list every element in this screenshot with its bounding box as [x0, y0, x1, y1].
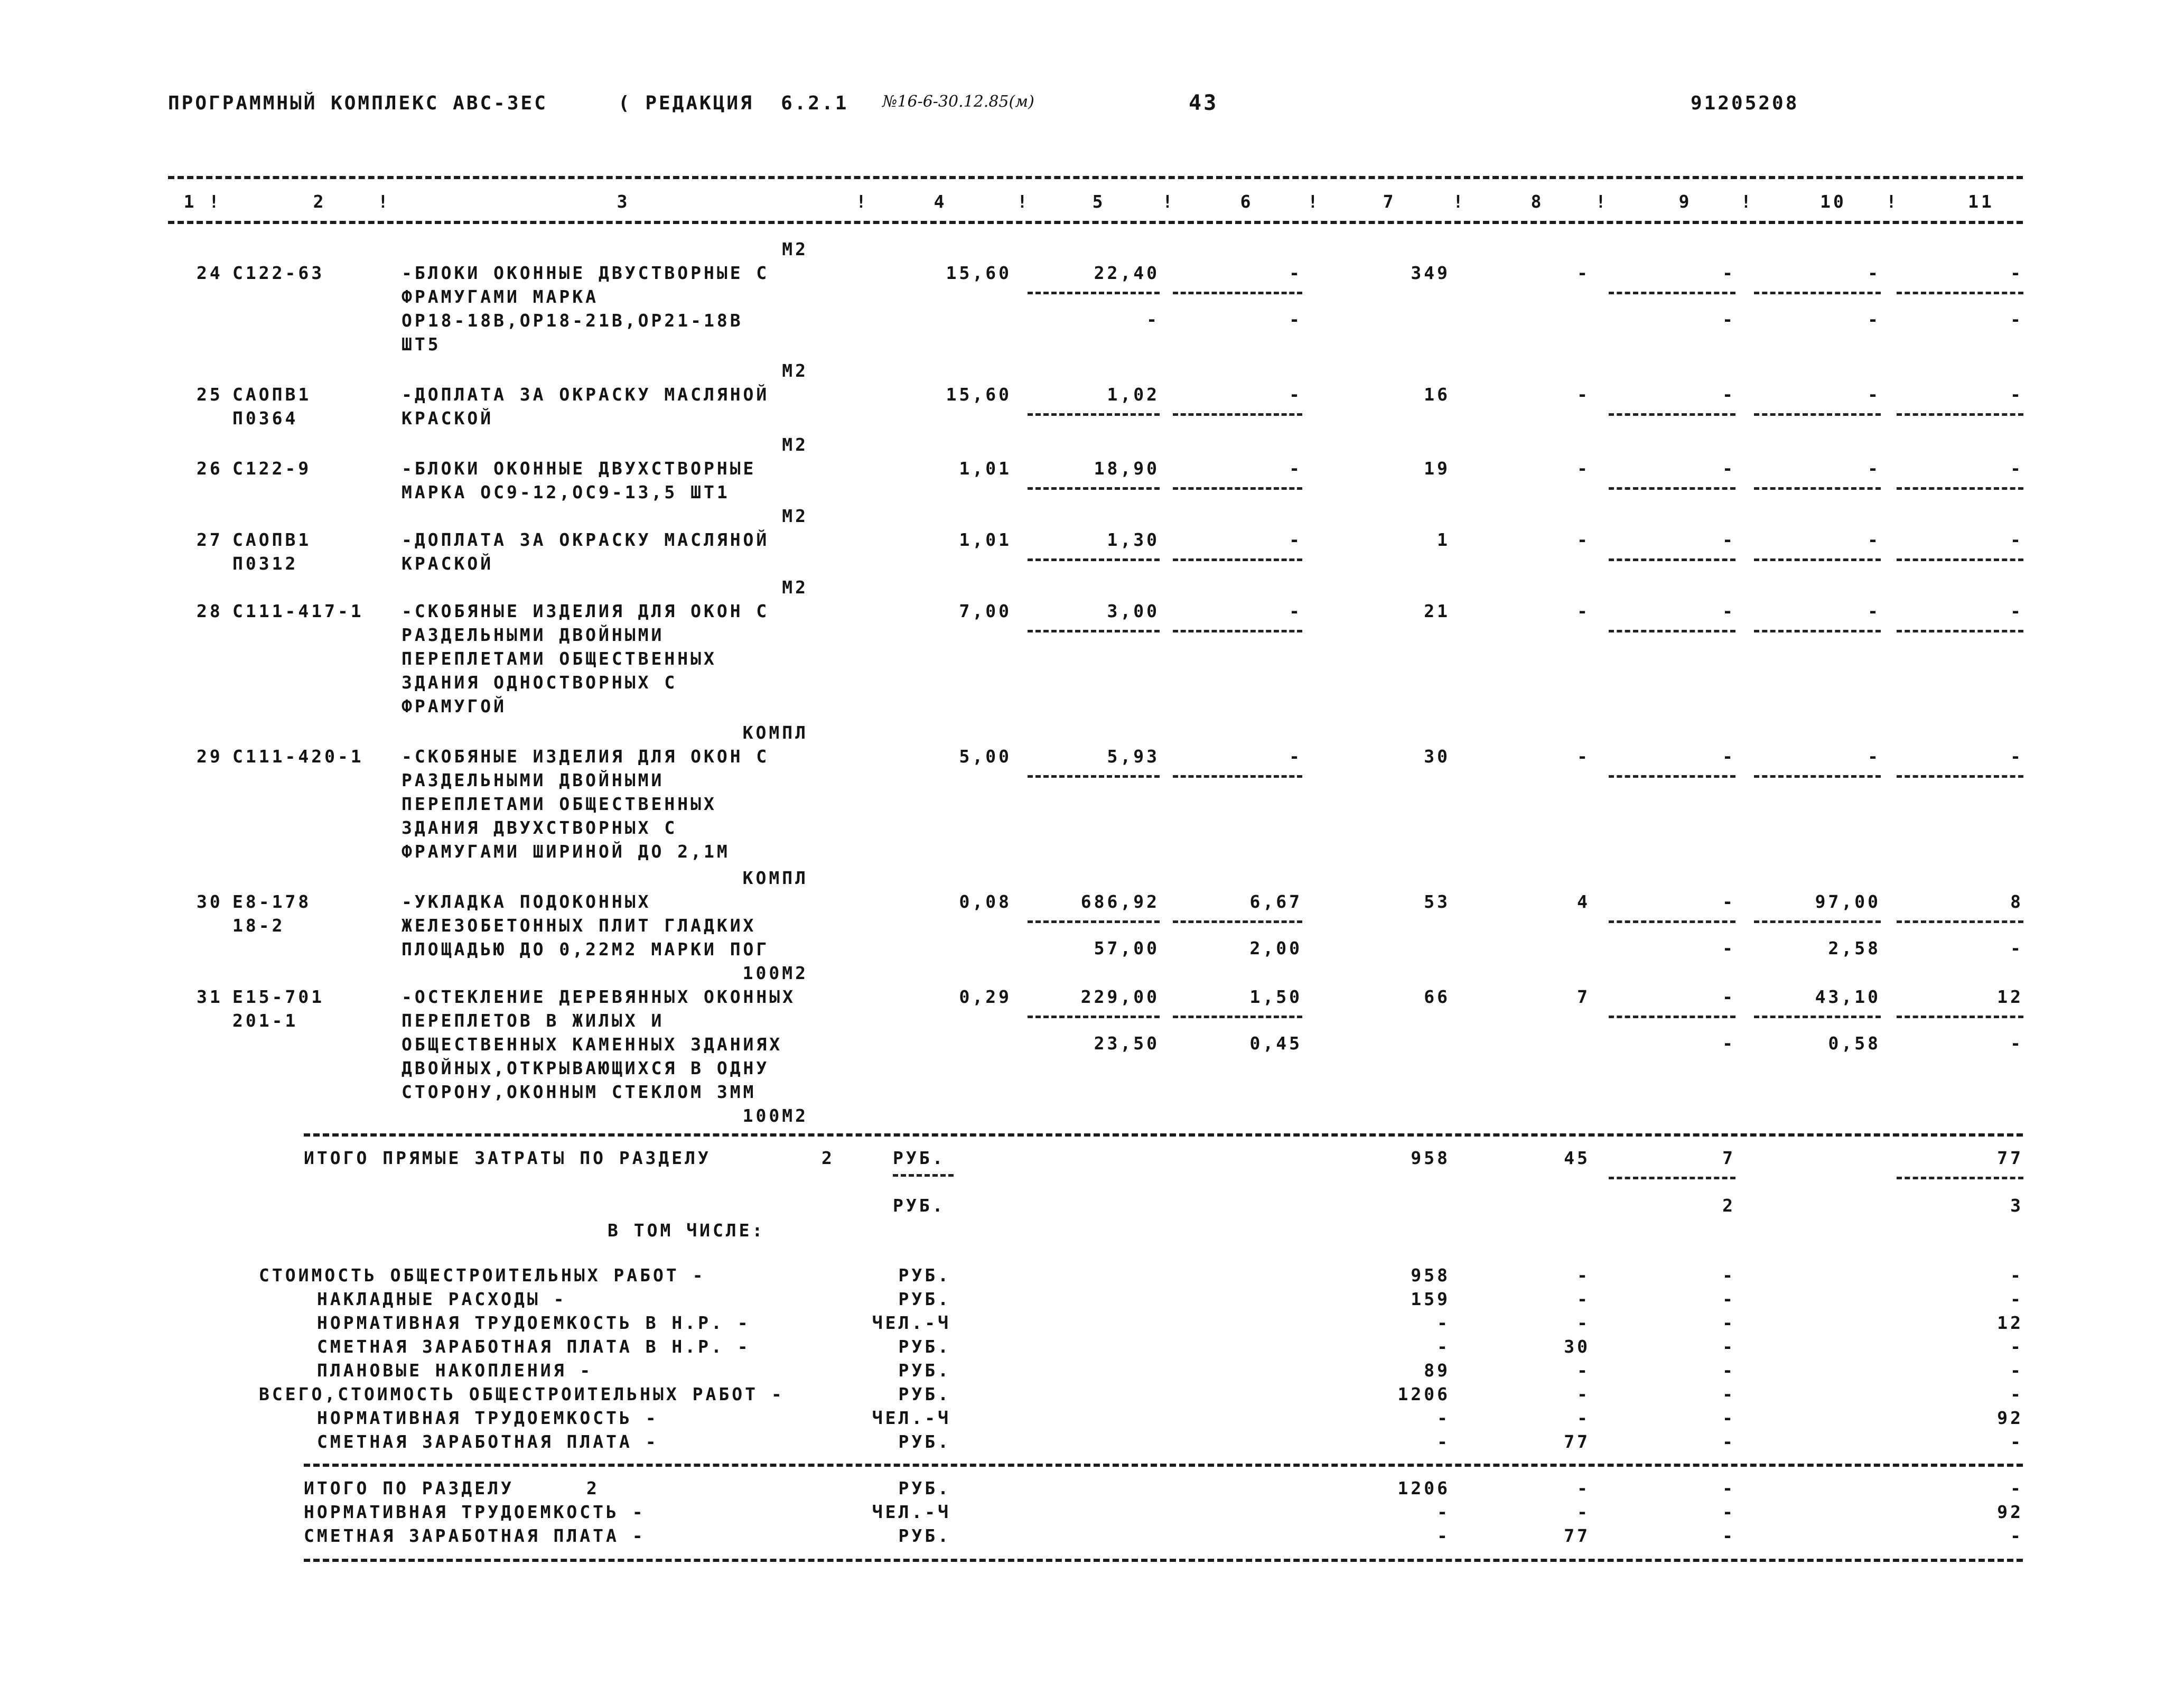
row-number: 29: [197, 746, 223, 767]
summary-c9: -: [1722, 1265, 1735, 1286]
final-section-number: 2: [586, 1478, 600, 1498]
row-cell-c11-second: -: [2010, 1033, 2023, 1054]
row-cell-c4: 1,01: [959, 529, 1012, 550]
summary-c11: -: [2010, 1431, 2023, 1452]
cell-rule: [1173, 487, 1302, 490]
summary-unit: ЧЕЛ.-Ч: [872, 1312, 951, 1333]
row-cell-c5-second: -: [1146, 309, 1160, 330]
summary-unit: РУБ.: [898, 1360, 951, 1381]
column-separator: !: [378, 191, 388, 212]
cell-rule: [1897, 1016, 2023, 1018]
final-c7: -: [1437, 1525, 1450, 1546]
final-c7: -: [1437, 1502, 1450, 1522]
row-description: -БЛОКИ ОКОННЫЕ ДВУХСТВОРНЫЕ: [402, 458, 757, 479]
summary-c8: -: [1577, 1312, 1590, 1333]
row-description: -СКОБЯНЫЕ ИЗДЕЛИЯ ДЛЯ ОКОН С: [402, 746, 770, 767]
summary-c8: 30: [1564, 1336, 1590, 1357]
summary-unit: ЧЕЛ.-Ч: [872, 1408, 951, 1428]
cell-rule: [1897, 920, 2023, 923]
row-cell-c11: 8: [2010, 891, 2023, 912]
page-number: 43: [1189, 91, 1219, 115]
summary-c11: -: [2010, 1265, 2023, 1286]
summary-c7: -: [1437, 1408, 1450, 1428]
cell-rule: [1173, 292, 1302, 294]
final-c9: -: [1722, 1478, 1735, 1498]
row-cell-c10: 43,10: [1815, 986, 1881, 1007]
row-description: -ДОПЛАТА ЗА ОКРАСКУ МАСЛЯНОЙ: [402, 529, 770, 550]
row-cell-c4: 15,60: [946, 384, 1012, 405]
summary-c9: -: [1722, 1384, 1735, 1404]
summary-unit: РУБ.: [898, 1289, 951, 1309]
summary-c7: -: [1437, 1312, 1450, 1333]
row-description: ЗДАНИЯ ОДНОСТВОРНЫХ С: [402, 672, 678, 693]
row-cell-c5: 5,93: [1107, 746, 1160, 767]
row-description: ПЕРЕПЛЕТАМИ ОБЩЕСТВЕННЫХ: [402, 794, 717, 814]
column-separator: !: [1017, 191, 1028, 212]
row-description: ФРАМУГОЙ: [402, 696, 507, 716]
row-cell-c11: -: [2010, 601, 2023, 621]
row-code: 18-2: [232, 915, 285, 936]
column-header-4: 4: [934, 191, 947, 212]
final-label: НОРМАТИВНАЯ ТРУДОЕМКОСТЬ -: [304, 1502, 646, 1522]
cell-rule: [1609, 413, 1735, 416]
rule-section-total: [304, 1133, 2023, 1137]
row-code: С111-420-1: [232, 746, 364, 767]
row-description: -ОСТЕКЛЕНИЕ ДЕРЕВЯННЫХ ОКОННЫХ: [402, 986, 796, 1007]
row-cell-c4: 15,60: [946, 263, 1012, 283]
section-total-c11-second: 3: [2010, 1195, 2023, 1216]
cell-rule: [1173, 630, 1302, 632]
cell-rule: [1897, 413, 2023, 416]
row-cell-c8: 7: [1577, 986, 1590, 1007]
cell-rule: [1897, 487, 2023, 490]
row-cell-c10: -: [1868, 746, 1881, 767]
column-separator: !: [209, 191, 219, 212]
row-cell-c4: 0,29: [959, 986, 1012, 1007]
row-cell-c11: -: [2010, 529, 2023, 550]
program-title: ПРОГРАММНЫЙ КОМПЛЕКС АВС-3ЕС: [168, 92, 548, 114]
summary-label: СМЕТНАЯ ЗАРАБОТНАЯ ПЛАТА -: [317, 1431, 659, 1452]
cell-rule: [1754, 413, 1881, 416]
cell-rule: [1754, 487, 1881, 490]
row-cell-c5: 3,00: [1107, 601, 1160, 621]
column-separator: !: [1886, 191, 1897, 212]
column-separator: !: [856, 191, 866, 212]
edition-label: ( РЕДАКЦИЯ 6.2.1: [618, 92, 849, 114]
summary-label: НОРМАТИВНАЯ ТРУДОЕМКОСТЬ В Н.Р. -: [317, 1312, 751, 1333]
cell-rule: [1609, 775, 1735, 778]
final-c8: -: [1577, 1502, 1590, 1522]
row-description: РАЗДЕЛЬНЫМИ ДВОЙНЫМИ: [402, 625, 665, 645]
row-cell-c7: 21: [1424, 601, 1450, 621]
rule-final: [304, 1464, 2023, 1467]
row-cell-c9: -: [1722, 458, 1735, 479]
row-number: 27: [197, 529, 223, 550]
section-total-c9-second: 2: [1722, 1195, 1735, 1216]
summary-c8: 77: [1564, 1431, 1590, 1452]
row-code: С122-9: [232, 458, 312, 479]
row-cell-c9-second: -: [1722, 938, 1735, 958]
row-cell-c4: 0,08: [959, 891, 1012, 912]
row-cell-c7: 349: [1411, 263, 1450, 283]
cell-rule: [1754, 920, 1881, 923]
row-cell-c7: 1: [1437, 529, 1450, 550]
row-unit-above: М2: [782, 360, 808, 381]
row-cell-c9: -: [1722, 986, 1735, 1007]
row-cell-c9: -: [1722, 891, 1735, 912]
row-description: ПЛОЩАДЬЮ ДО 0,22М2 МАРКИ ПОГ: [402, 939, 770, 960]
row-unit-above: М2: [782, 506, 808, 526]
cell-rule: [1897, 292, 2023, 294]
row-cell-c10: -: [1868, 384, 1881, 405]
summary-c11: 92: [1997, 1408, 2023, 1428]
row-number: 30: [197, 891, 223, 912]
summary-label: ВСЕГО,СТОИМОСТЬ ОБЩЕСТРОИТЕЛЬНЫХ РАБОТ -: [259, 1384, 785, 1404]
summary-c11: -: [2010, 1289, 2023, 1309]
row-cell-c10: -: [1868, 458, 1881, 479]
cell-rule: [1028, 292, 1160, 294]
row-cell-c9: -: [1722, 384, 1735, 405]
cell-rule: [1897, 558, 2023, 561]
row-number: 25: [197, 384, 223, 405]
row-description: ФРАМУГАМИ МАРКА: [402, 286, 599, 307]
section-total-c7: 958: [1411, 1148, 1450, 1168]
row-cell-c7: 19: [1424, 458, 1450, 479]
section-total-unit: РУБ.: [893, 1148, 946, 1168]
column-header-11: 11: [1968, 191, 1994, 212]
summary-c7: 958: [1411, 1265, 1450, 1286]
final-unit: РУБ.: [898, 1525, 951, 1546]
row-description: КРАСКОЙ: [402, 408, 494, 429]
cell-rule: [1897, 630, 2023, 632]
row-cell-c6: 6,67: [1249, 891, 1302, 912]
summary-c7: -: [1437, 1336, 1450, 1357]
row-unit-above: М2: [782, 577, 808, 598]
row-unit-below: 100М2: [742, 1105, 808, 1126]
cell-rule: [1609, 558, 1735, 561]
row-description: ПЕРЕПЛЕТАМИ ОБЩЕСТВЕННЫХ: [402, 648, 717, 669]
row-cell-c6: -: [1289, 746, 1302, 767]
column-separator: !: [1741, 191, 1751, 212]
row-unit-above: М2: [782, 434, 808, 455]
row-code: САОПВ1: [232, 384, 312, 405]
cell-rule: [1754, 558, 1881, 561]
row-description: -ДОПЛАТА ЗА ОКРАСКУ МАСЛЯНОЙ: [402, 384, 770, 405]
row-cell-c9-second: -: [1722, 309, 1735, 330]
row-cell-c8: -: [1577, 746, 1590, 767]
row-code: САОПВ1: [232, 529, 312, 550]
row-description: -УКЛАДКА ПОДОКОННЫХ: [402, 891, 651, 912]
row-code: С122-63: [232, 263, 325, 283]
row-cell-c4: 5,00: [959, 746, 1012, 767]
column-header-3: 3: [617, 191, 630, 212]
summary-c9: -: [1722, 1431, 1735, 1452]
row-code: П0364: [232, 408, 298, 429]
row-cell-c10: -: [1868, 529, 1881, 550]
row-cell-c11: -: [2010, 263, 2023, 283]
row-cell-c8: -: [1577, 263, 1590, 283]
cell-rule: [1173, 413, 1302, 416]
rule-header-bottom: [168, 221, 2023, 224]
column-separator: !: [1595, 191, 1606, 212]
final-c9: -: [1722, 1502, 1735, 1522]
row-description: ЖЕЛЕЗОБЕТОННЫХ ПЛИТ ГЛАДКИХ: [402, 915, 757, 936]
row-cell-c7: 16: [1424, 384, 1450, 405]
row-description: МАРКА ОС9-12,ОС9-13,5 ШТ1: [402, 482, 730, 502]
summary-unit: РУБ.: [898, 1431, 951, 1452]
column-header-8: 8: [1530, 191, 1544, 212]
final-c8: 77: [1564, 1525, 1590, 1546]
row-cell-c8: -: [1577, 384, 1590, 405]
row-cell-c6-second: 2,00: [1249, 938, 1302, 958]
row-description: РАЗДЕЛЬНЫМИ ДВОЙНЫМИ: [402, 770, 665, 790]
section-total-number: 2: [822, 1148, 835, 1168]
row-cell-c5: 22,40: [1094, 263, 1160, 283]
cell-rule: [1173, 775, 1302, 778]
section-total-c11: 77: [1997, 1148, 2023, 1168]
final-c9: -: [1722, 1525, 1735, 1546]
section-total-label: ИТОГО ПРЯМЫЕ ЗАТРАТЫ ПО РАЗДЕЛУ: [304, 1148, 711, 1168]
row-description: ДВОЙНЫХ,ОТКРЫВАЮЩИХСЯ В ОДНУ: [402, 1058, 770, 1078]
row-cell-c6-second: -: [1289, 309, 1302, 330]
summary-c9: -: [1722, 1336, 1735, 1357]
column-separator: !: [1162, 191, 1173, 212]
row-cell-c8: 4: [1577, 891, 1590, 912]
final-label: СМЕТНАЯ ЗАРАБОТНАЯ ПЛАТА -: [304, 1525, 646, 1546]
column-separator: !: [1308, 191, 1318, 212]
document-code: 91205208: [1691, 92, 1799, 114]
row-number: 24: [197, 263, 223, 283]
cell-rule: [1609, 292, 1735, 294]
summary-c8: -: [1577, 1289, 1590, 1309]
cell-rule: [1028, 920, 1160, 923]
summary-c7: 1206: [1397, 1384, 1450, 1404]
cell-rule: [1754, 1016, 1881, 1018]
section-total-c9: 7: [1722, 1148, 1735, 1168]
summary-c9: -: [1722, 1408, 1735, 1428]
cell-rule: [1028, 1016, 1160, 1018]
summary-unit: РУБ.: [898, 1384, 951, 1404]
row-cell-c10: -: [1868, 601, 1881, 621]
summary-unit: РУБ.: [898, 1336, 951, 1357]
row-description: ОР18-18В,ОР18-21В,ОР21-18В: [402, 310, 743, 331]
row-description: -БЛОКИ ОКОННЫЕ ДВУСТВОРНЫЕ С: [402, 263, 770, 283]
summary-c11: -: [2010, 1360, 2023, 1381]
cell-rule: [1754, 630, 1881, 632]
row-cell-c10: 97,00: [1815, 891, 1881, 912]
including-label: В ТОМ ЧИСЛЕ:: [608, 1220, 766, 1241]
final-label: ИТОГО ПО РАЗДЕЛУ: [304, 1478, 514, 1498]
summary-c11: 12: [1997, 1312, 2023, 1333]
rule-bottom: [304, 1559, 2023, 1562]
row-description: ЗДАНИЯ ДВУХСТВОРНЫХ С: [402, 817, 678, 838]
row-cell-c5: 18,90: [1094, 458, 1160, 479]
cell-rule: [1028, 775, 1160, 778]
cell-rule: [1028, 413, 1160, 416]
final-c7: 1206: [1397, 1478, 1450, 1498]
cell-rule: [1028, 487, 1160, 490]
row-cell-c8: -: [1577, 458, 1590, 479]
cell-rule: [1173, 558, 1302, 561]
final-c11: -: [2010, 1478, 2023, 1498]
row-description: -СКОБЯНЫЕ ИЗДЕЛИЯ ДЛЯ ОКОН С: [402, 601, 770, 621]
row-code: П0312: [232, 553, 298, 574]
summary-label: СМЕТНАЯ ЗАРАБОТНАЯ ПЛАТА В Н.Р. -: [317, 1336, 751, 1357]
column-header-6: 6: [1240, 191, 1254, 212]
row-cell-c8: -: [1577, 529, 1590, 550]
row-cell-c11: 12: [1997, 986, 2023, 1007]
unit-rule: [893, 1174, 954, 1177]
cell-rule: [1754, 292, 1881, 294]
summary-label: ПЛАНОВЫЕ НАКОПЛЕНИЯ -: [317, 1360, 593, 1381]
summary-c9: -: [1722, 1289, 1735, 1309]
row-unit-above: М2: [782, 239, 808, 259]
row-cell-c9: -: [1722, 601, 1735, 621]
row-cell-c5: 229,00: [1080, 986, 1160, 1007]
row-cell-c10-second: 2,58: [1828, 938, 1881, 958]
row-cell-c6: 1,50: [1249, 986, 1302, 1007]
cell-rule: [1609, 487, 1735, 490]
final-c11: -: [2010, 1525, 2023, 1546]
row-cell-c6-second: 0,45: [1249, 1033, 1302, 1054]
row-cell-c9-second: -: [1722, 1033, 1735, 1054]
summary-c8: -: [1577, 1408, 1590, 1428]
summary-c11: -: [2010, 1384, 2023, 1404]
row-description: ОБЩЕСТВЕННЫХ КАМЕННЫХ ЗДАНИЯХ: [402, 1034, 783, 1055]
column-header-10: 10: [1820, 191, 1846, 212]
cell-rule: [1609, 920, 1735, 923]
cell-rule: [1609, 630, 1735, 632]
row-unit-above: 100М2: [742, 963, 808, 983]
row-unit-above: КОМПЛ: [742, 722, 808, 743]
row-cell-c9: -: [1722, 746, 1735, 767]
row-cell-c6: -: [1289, 458, 1302, 479]
row-code: С111-417-1: [232, 601, 364, 621]
summary-c8: -: [1577, 1360, 1590, 1381]
row-cell-c6: -: [1289, 601, 1302, 621]
row-cell-c11: -: [2010, 458, 2023, 479]
row-cell-c11: -: [2010, 746, 2023, 767]
column-header-2: 2: [313, 191, 326, 212]
final-unit: ЧЕЛ.-Ч: [872, 1502, 951, 1522]
summary-c7: -: [1437, 1431, 1450, 1452]
cell-rule: [1028, 630, 1160, 632]
cell-rule: [1173, 1016, 1302, 1018]
row-cell-c7: 53: [1424, 891, 1450, 912]
section-total-unit-second: РУБ.: [893, 1195, 946, 1216]
row-code: Е8-178: [232, 891, 312, 912]
row-cell-c6: -: [1289, 529, 1302, 550]
cell-rule: [1897, 1177, 2023, 1179]
cell-rule: [1897, 775, 2023, 778]
cell-rule: [1028, 558, 1160, 561]
row-cell-c5: 1,30: [1107, 529, 1160, 550]
final-unit: РУБ.: [898, 1478, 951, 1498]
summary-label: СТОИМОСТЬ ОБЩЕСТРОИТЕЛЬНЫХ РАБОТ -: [259, 1265, 706, 1286]
row-cell-c9: -: [1722, 263, 1735, 283]
summary-c7: 159: [1411, 1289, 1450, 1309]
row-cell-c11-second: -: [2010, 309, 2023, 330]
row-cell-c4: 1,01: [959, 458, 1012, 479]
rule-top: [168, 176, 2023, 179]
row-cell-c10-second: -: [1868, 309, 1881, 330]
column-separator: !: [1453, 191, 1463, 212]
row-cell-c7: 30: [1424, 746, 1450, 767]
final-c11: 92: [1997, 1502, 2023, 1522]
row-cell-c10: -: [1868, 263, 1881, 283]
section-total-c8: 45: [1564, 1148, 1590, 1168]
row-description: ФРАМУГАМИ ШИРИНОЙ ДО 2,1М: [402, 841, 730, 862]
summary-c8: -: [1577, 1265, 1590, 1286]
row-description: ШТ5: [402, 334, 441, 355]
row-cell-c11-second: -: [2010, 938, 2023, 958]
row-number: 31: [197, 986, 223, 1007]
cell-rule: [1754, 775, 1881, 778]
row-code: 201-1: [232, 1010, 298, 1031]
summary-c9: -: [1722, 1312, 1735, 1333]
row-number: 28: [197, 601, 223, 621]
row-description: СТОРОНУ,ОКОННЫМ СТЕКЛОМ 3ММ: [402, 1082, 757, 1102]
row-cell-c10-second: 0,58: [1828, 1033, 1881, 1054]
row-unit-above: КОМПЛ: [742, 868, 808, 888]
row-description: КРАСКОЙ: [402, 553, 494, 574]
row-code: Е15-701: [232, 986, 325, 1007]
summary-label: НОРМАТИВНАЯ ТРУДОЕМКОСТЬ -: [317, 1408, 659, 1428]
column-header-1: 1: [183, 191, 197, 212]
summary-c8: -: [1577, 1384, 1590, 1404]
summary-c11: -: [2010, 1336, 2023, 1357]
final-c8: -: [1577, 1478, 1590, 1498]
row-cell-c5: 686,92: [1080, 891, 1160, 912]
row-cell-c4: 7,00: [959, 601, 1012, 621]
summary-unit: РУБ.: [898, 1265, 951, 1286]
row-cell-c5-second: 23,50: [1094, 1033, 1160, 1054]
row-cell-c11: -: [2010, 384, 2023, 405]
cell-rule: [1173, 920, 1302, 923]
cell-rule: [1609, 1177, 1735, 1179]
row-cell-c5: 1,02: [1107, 384, 1160, 405]
summary-c7: 89: [1424, 1360, 1450, 1381]
handwritten-note: №16-6-30.12.85(м): [882, 92, 1034, 111]
row-number: 26: [197, 458, 223, 479]
row-cell-c6: -: [1289, 384, 1302, 405]
row-cell-c9: -: [1722, 529, 1735, 550]
cell-rule: [1609, 1016, 1735, 1018]
summary-label: НАКЛАДНЫЕ РАСХОДЫ -: [317, 1289, 567, 1309]
column-header-5: 5: [1092, 191, 1106, 212]
column-header-9: 9: [1678, 191, 1692, 212]
row-cell-c6: -: [1289, 263, 1302, 283]
row-cell-c5-second: 57,00: [1094, 938, 1160, 958]
column-header-7: 7: [1383, 191, 1396, 212]
summary-c9: -: [1722, 1360, 1735, 1381]
row-cell-c8: -: [1577, 601, 1590, 621]
row-cell-c7: 66: [1424, 986, 1450, 1007]
row-description: ПЕРЕПЛЕТОВ В ЖИЛЫХ И: [402, 1010, 665, 1031]
